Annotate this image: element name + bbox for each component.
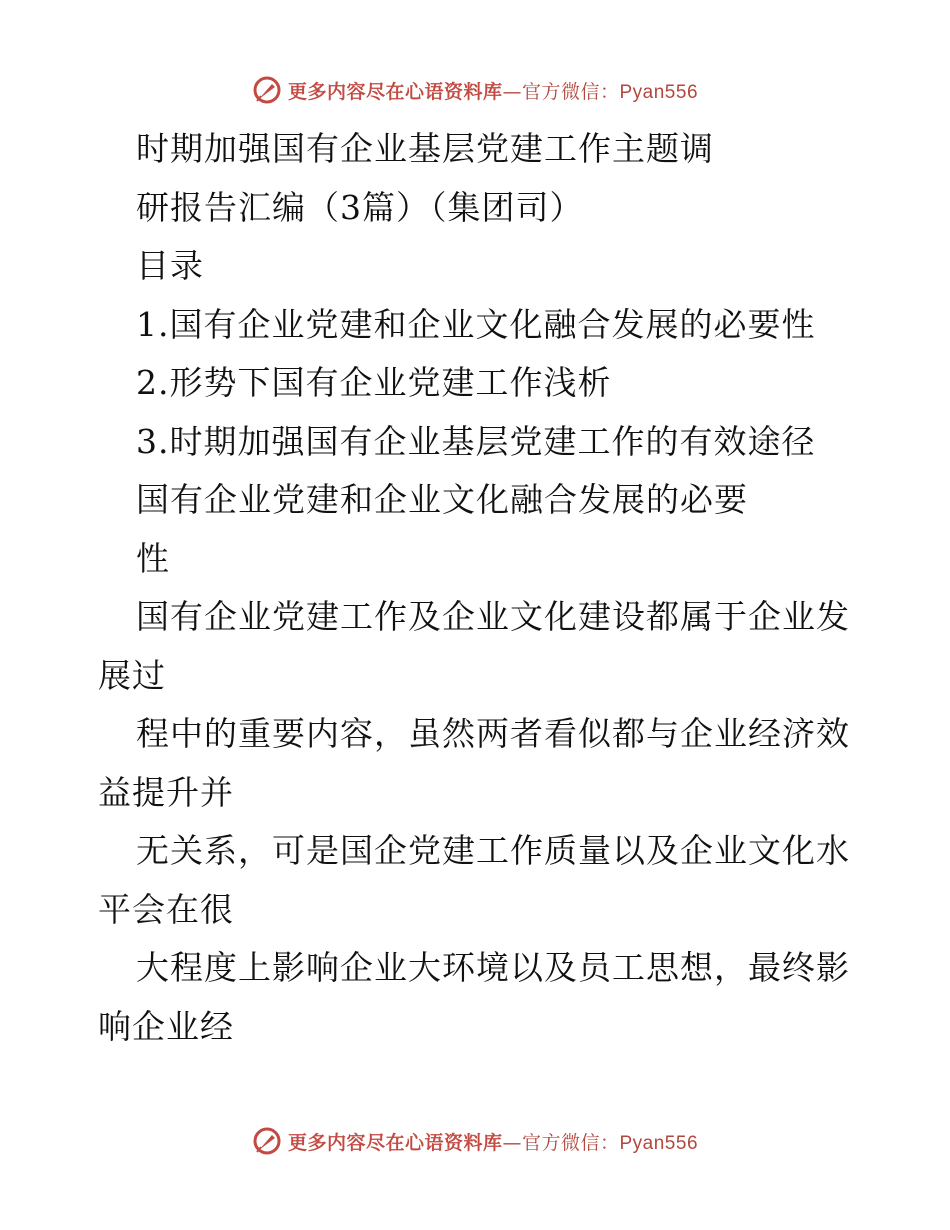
toc-item-1: 1.国有企业党建和企业文化融合发展的必要性: [136, 304, 816, 344]
section-title-line-1: 国有企业党建和企业文化融合发展的必要: [136, 480, 748, 519]
paragraph-line: 国有企业党建工作及企业文化建设都属于企业发: [136, 597, 850, 636]
paragraph-line: 大程度上影响企业大环境以及员工思想，最终影: [136, 948, 850, 987]
watermark-header: [0, 73, 950, 107]
quill-pen-logo-icon: [252, 1126, 282, 1156]
toc-heading: 目录: [136, 246, 204, 285]
watermark-text: 更多内容尽在心语资料库—官方微信：Pyan556: [287, 80, 699, 103]
quill-pen-logo-icon: [252, 75, 282, 105]
toc-item-2: 2.形势下国有企业党建工作浅析: [136, 363, 612, 402]
document-body: [98, 120, 858, 1056]
doc-title-line-2: 研报告汇编（3篇）（集团司）: [136, 187, 584, 227]
paragraph-line: 无关系，可是国企党建工作质量以及企业文化水: [136, 831, 850, 870]
watermark-footer: [0, 1124, 950, 1158]
section-title-line-2: 性: [136, 538, 170, 578]
watermark-text: 更多内容尽在心语资料库—官方微信：Pyan556: [287, 1131, 699, 1154]
paragraph-line: 程中的重要内容，虽然两者看似都与企业经济效: [136, 714, 850, 753]
toc-item-3: 3.时期加强国有企业基层党建工作的有效途径: [136, 421, 816, 461]
paragraph-line: 益提升并: [98, 772, 234, 812]
paragraph-line: 响企业经: [98, 1006, 234, 1046]
paragraph-line: 平会在很: [98, 889, 234, 929]
paragraph-line: 展过: [98, 655, 166, 695]
doc-title-line-1: 时期加强国有企业基层党建工作主题调: [136, 129, 714, 168]
